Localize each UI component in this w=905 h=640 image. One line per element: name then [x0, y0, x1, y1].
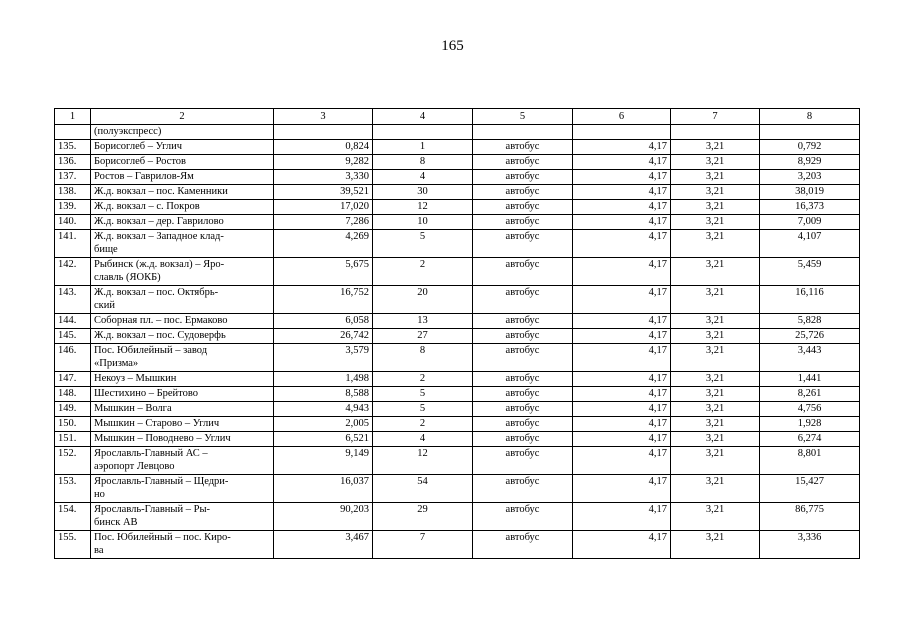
- table-row: [55, 344, 860, 372]
- column-3-value: 1,498: [274, 372, 373, 387]
- transport-type: автобус: [473, 185, 573, 200]
- column-8-value: 16,116: [760, 286, 860, 314]
- route-name: Пос. Юбилейный – завод «Призма»: [91, 344, 274, 372]
- column-3-value: 2,005: [274, 417, 373, 432]
- column-4-value: 5: [373, 230, 473, 258]
- column-6-value: 4,17: [573, 170, 671, 185]
- column-4-value: 4: [373, 170, 473, 185]
- route-name: Ж.д. вокзал – Западное клад- бище: [91, 230, 274, 258]
- row-number: 146.: [55, 344, 91, 372]
- column-8-value: 15,427: [760, 475, 860, 503]
- column-6-value: 4,17: [573, 286, 671, 314]
- row-number: 140.: [55, 215, 91, 230]
- column-7-value: 3,21: [671, 314, 760, 329]
- table-body: [55, 125, 860, 559]
- column-7-value: 3,21: [671, 503, 760, 531]
- table-row: [55, 417, 860, 432]
- column-6-value: 4,17: [573, 372, 671, 387]
- column-8-value: 5,459: [760, 258, 860, 286]
- column-7-value: 3,21: [671, 155, 760, 170]
- row-number: 135.: [55, 140, 91, 155]
- transport-type: автобус: [473, 230, 573, 258]
- route-name: Соборная пл. – пос. Ермаково: [91, 314, 274, 329]
- continuation-text: (полуэкспресс): [91, 125, 274, 140]
- table-row: [55, 503, 860, 531]
- column-4-value: 27: [373, 329, 473, 344]
- table-header-row: [55, 109, 860, 125]
- route-name: Некоуз – Мышкин: [91, 372, 274, 387]
- column-8-value: 25,726: [760, 329, 860, 344]
- table-row: [55, 230, 860, 258]
- column-6-value: 4,17: [573, 402, 671, 417]
- column-8-value: 4,756: [760, 402, 860, 417]
- route-name: Ж.д. вокзал – пос. Октябрь- ский: [91, 286, 274, 314]
- column-8-value: 3,336: [760, 531, 860, 559]
- column-7-value: 3,21: [671, 286, 760, 314]
- column-3-value: 16,037: [274, 475, 373, 503]
- column-4-value: 12: [373, 447, 473, 475]
- column-6-value: 4,17: [573, 140, 671, 155]
- page-number: 165: [441, 38, 464, 54]
- column-4-value: 2: [373, 258, 473, 286]
- column-7-value: 3,21: [671, 387, 760, 402]
- column-8-value: 1,441: [760, 372, 860, 387]
- column-8-value: 3,443: [760, 344, 860, 372]
- row-number: 137.: [55, 170, 91, 185]
- transport-type: автобус: [473, 215, 573, 230]
- route-name: Ярославль-Главный – Ры- бинск АВ: [91, 503, 274, 531]
- transport-type: автобус: [473, 329, 573, 344]
- row-number: 150.: [55, 417, 91, 432]
- transport-type: автобус: [473, 344, 573, 372]
- table-row: [55, 170, 860, 185]
- column-7-value: 3,21: [671, 200, 760, 215]
- row-number: 154.: [55, 503, 91, 531]
- row-number: 152.: [55, 447, 91, 475]
- table-row: [55, 432, 860, 447]
- column-6-value: 4,17: [573, 417, 671, 432]
- table-row: [55, 185, 860, 200]
- table-cell: [274, 125, 373, 140]
- table-cell: [373, 125, 473, 140]
- column-7-value: 3,21: [671, 215, 760, 230]
- column-6-value: 4,17: [573, 185, 671, 200]
- column-8-value: 16,373: [760, 200, 860, 215]
- transport-type: автобус: [473, 372, 573, 387]
- table-row: [55, 372, 860, 387]
- column-7-value: 3,21: [671, 185, 760, 200]
- table-row: [55, 447, 860, 475]
- column-4-value: 8: [373, 155, 473, 170]
- table-row: [55, 215, 860, 230]
- column-7-value: 3,21: [671, 170, 760, 185]
- column-header: 2: [91, 109, 274, 125]
- column-7-value: 3,21: [671, 230, 760, 258]
- row-number: 141.: [55, 230, 91, 258]
- column-8-value: 4,107: [760, 230, 860, 258]
- column-header: 7: [671, 109, 760, 125]
- table-row: [55, 140, 860, 155]
- route-name: Мышкин – Волга: [91, 402, 274, 417]
- column-4-value: 29: [373, 503, 473, 531]
- row-number: 155.: [55, 531, 91, 559]
- column-7-value: 3,21: [671, 329, 760, 344]
- column-8-value: 3,203: [760, 170, 860, 185]
- transport-type: автобус: [473, 531, 573, 559]
- table-cell: [473, 125, 573, 140]
- column-3-value: 90,203: [274, 503, 373, 531]
- row-number: 142.: [55, 258, 91, 286]
- column-6-value: 4,17: [573, 387, 671, 402]
- column-header: 8: [760, 109, 860, 125]
- column-3-value: 9,282: [274, 155, 373, 170]
- route-name: Ярославль-Главный – Щедри- но: [91, 475, 274, 503]
- column-6-value: 4,17: [573, 329, 671, 344]
- column-header: 6: [573, 109, 671, 125]
- table-row: [55, 286, 860, 314]
- column-4-value: 30: [373, 185, 473, 200]
- transport-type: автобус: [473, 503, 573, 531]
- row-number: 145.: [55, 329, 91, 344]
- route-name: Ж.д. вокзал – пос. Каменники: [91, 185, 274, 200]
- route-name: Ростов – Гаврилов-Ям: [91, 170, 274, 185]
- column-4-value: 5: [373, 402, 473, 417]
- column-8-value: 0,792: [760, 140, 860, 155]
- table-cell: [573, 125, 671, 140]
- column-6-value: 4,17: [573, 475, 671, 503]
- column-8-value: 8,261: [760, 387, 860, 402]
- table-row: [55, 314, 860, 329]
- route-name: Ж.д. вокзал – с. Покров: [91, 200, 274, 215]
- transport-type: автобус: [473, 286, 573, 314]
- table-row: [55, 200, 860, 215]
- column-4-value: 2: [373, 372, 473, 387]
- column-3-value: 3,467: [274, 531, 373, 559]
- column-6-value: 4,17: [573, 230, 671, 258]
- row-number: 147.: [55, 372, 91, 387]
- column-4-value: 10: [373, 215, 473, 230]
- column-3-value: 16,752: [274, 286, 373, 314]
- column-7-value: 3,21: [671, 417, 760, 432]
- column-7-value: 3,21: [671, 432, 760, 447]
- column-3-value: 7,286: [274, 215, 373, 230]
- row-number: 149.: [55, 402, 91, 417]
- row-number: 139.: [55, 200, 91, 215]
- column-6-value: 4,17: [573, 314, 671, 329]
- column-3-value: 5,675: [274, 258, 373, 286]
- data-table: [54, 108, 860, 559]
- column-header: 5: [473, 109, 573, 125]
- column-6-value: 4,17: [573, 200, 671, 215]
- column-8-value: 86,775: [760, 503, 860, 531]
- row-number: 144.: [55, 314, 91, 329]
- column-3-value: 6,521: [274, 432, 373, 447]
- column-3-value: 4,269: [274, 230, 373, 258]
- transport-type: автобус: [473, 200, 573, 215]
- column-8-value: 5,828: [760, 314, 860, 329]
- transport-type: автобус: [473, 475, 573, 503]
- row-number: 143.: [55, 286, 91, 314]
- continuation-row: [55, 125, 860, 140]
- transport-type: автобус: [473, 402, 573, 417]
- column-4-value: 5: [373, 387, 473, 402]
- transport-type: автобус: [473, 432, 573, 447]
- column-8-value: 7,009: [760, 215, 860, 230]
- route-name: Борисоглеб – Ростов: [91, 155, 274, 170]
- column-3-value: 4,943: [274, 402, 373, 417]
- column-6-value: 4,17: [573, 447, 671, 475]
- column-7-value: 3,21: [671, 344, 760, 372]
- table-cell: [671, 125, 760, 140]
- column-7-value: 3,21: [671, 258, 760, 286]
- column-header: 1: [55, 109, 91, 125]
- transport-type: автобус: [473, 258, 573, 286]
- table-row: [55, 155, 860, 170]
- transport-type: автобус: [473, 417, 573, 432]
- column-4-value: 13: [373, 314, 473, 329]
- route-name: Ж.д. вокзал – пос. Судоверфь: [91, 329, 274, 344]
- column-3-value: 3,330: [274, 170, 373, 185]
- column-3-value: 0,824: [274, 140, 373, 155]
- table-row: [55, 258, 860, 286]
- column-6-value: 4,17: [573, 432, 671, 447]
- column-8-value: 1,928: [760, 417, 860, 432]
- column-6-value: 4,17: [573, 258, 671, 286]
- column-3-value: 9,149: [274, 447, 373, 475]
- row-number: 151.: [55, 432, 91, 447]
- table-cell: [55, 125, 91, 140]
- column-4-value: 4: [373, 432, 473, 447]
- transport-type: автобус: [473, 170, 573, 185]
- column-7-value: 3,21: [671, 531, 760, 559]
- column-7-value: 3,21: [671, 447, 760, 475]
- column-3-value: 17,020: [274, 200, 373, 215]
- table-row: [55, 387, 860, 402]
- column-4-value: 7: [373, 531, 473, 559]
- transport-type: автобус: [473, 155, 573, 170]
- column-8-value: 8,801: [760, 447, 860, 475]
- transport-type: автобус: [473, 314, 573, 329]
- table-row: [55, 531, 860, 559]
- column-4-value: 20: [373, 286, 473, 314]
- column-header: 3: [274, 109, 373, 125]
- column-4-value: 8: [373, 344, 473, 372]
- column-header: 4: [373, 109, 473, 125]
- column-7-value: 3,21: [671, 372, 760, 387]
- column-8-value: 8,929: [760, 155, 860, 170]
- column-6-value: 4,17: [573, 215, 671, 230]
- table-row: [55, 402, 860, 417]
- column-4-value: 1: [373, 140, 473, 155]
- route-name: Мышкин – Старово – Углич: [91, 417, 274, 432]
- column-8-value: 38,019: [760, 185, 860, 200]
- transport-type: автобус: [473, 447, 573, 475]
- table-row: [55, 329, 860, 344]
- column-7-value: 3,21: [671, 402, 760, 417]
- route-name: Ярославль-Главный АС – аэропорт Левцово: [91, 447, 274, 475]
- column-3-value: 6,058: [274, 314, 373, 329]
- row-number: 148.: [55, 387, 91, 402]
- column-6-value: 4,17: [573, 531, 671, 559]
- route-name: Ж.д. вокзал – дер. Гаврилово: [91, 215, 274, 230]
- column-3-value: 8,588: [274, 387, 373, 402]
- column-8-value: 6,274: [760, 432, 860, 447]
- column-3-value: 3,579: [274, 344, 373, 372]
- column-6-value: 4,17: [573, 344, 671, 372]
- column-3-value: 39,521: [274, 185, 373, 200]
- column-6-value: 4,17: [573, 503, 671, 531]
- route-name: Шестихино – Брейтово: [91, 387, 274, 402]
- column-4-value: 54: [373, 475, 473, 503]
- route-name: Мышкин – Поводнево – Углич: [91, 432, 274, 447]
- column-7-value: 3,21: [671, 140, 760, 155]
- row-number: 153.: [55, 475, 91, 503]
- column-3-value: 26,742: [274, 329, 373, 344]
- column-4-value: 12: [373, 200, 473, 215]
- table-row: [55, 475, 860, 503]
- route-name: Рыбинск (ж.д. вокзал) – Яро- славль (ЯОКБ): [91, 258, 274, 286]
- transport-type: автобус: [473, 387, 573, 402]
- table-cell: [760, 125, 860, 140]
- column-6-value: 4,17: [573, 155, 671, 170]
- route-name: Пос. Юбилейный – пос. Киро- ва: [91, 531, 274, 559]
- row-number: 136.: [55, 155, 91, 170]
- column-7-value: 3,21: [671, 475, 760, 503]
- transport-type: автобус: [473, 140, 573, 155]
- route-name: Борисоглеб – Углич: [91, 140, 274, 155]
- column-4-value: 2: [373, 417, 473, 432]
- row-number: 138.: [55, 185, 91, 200]
